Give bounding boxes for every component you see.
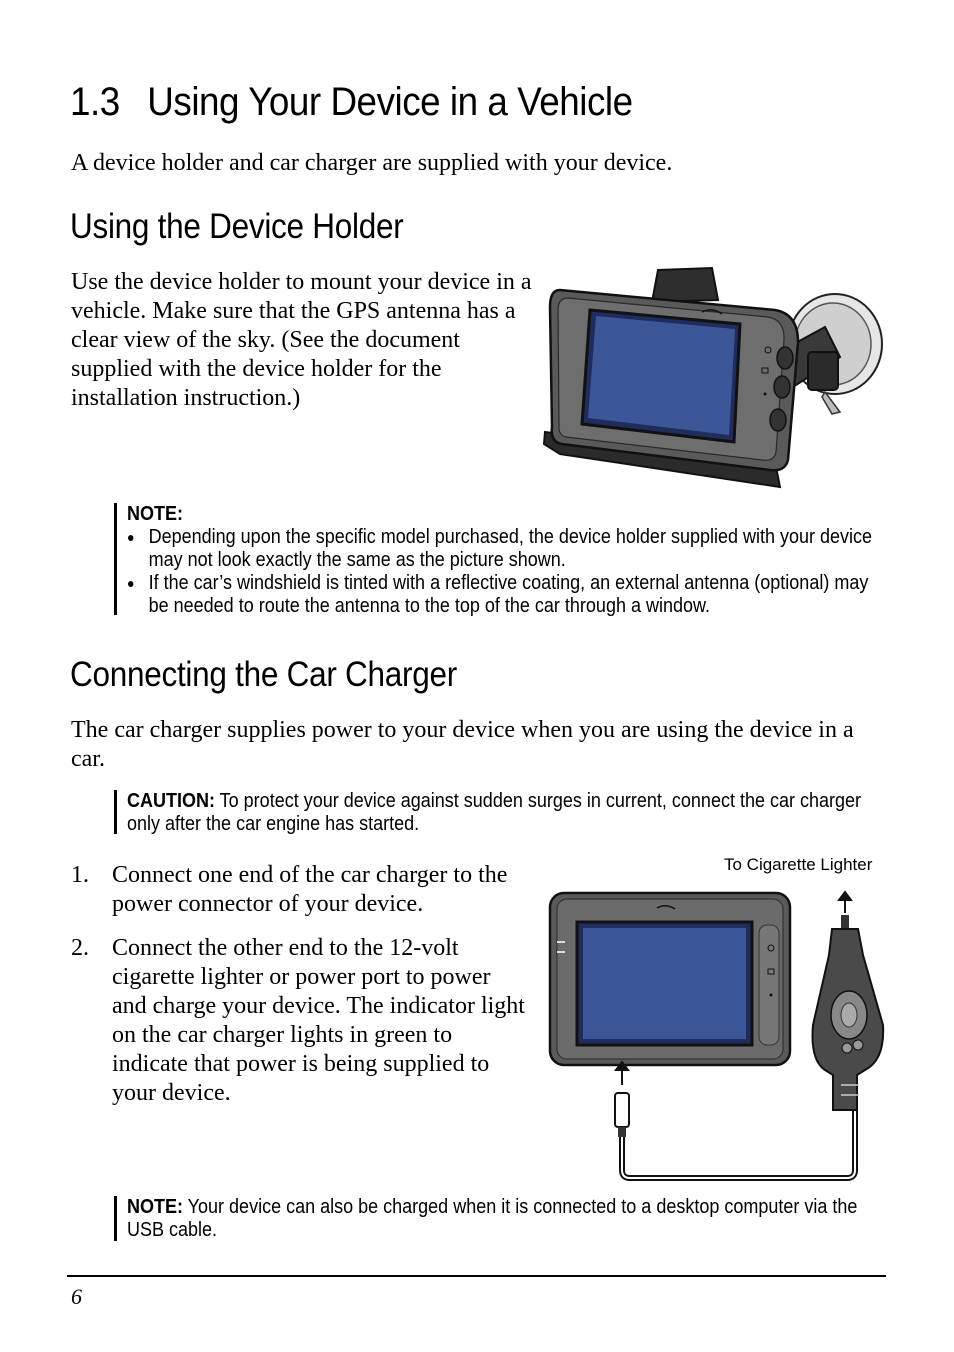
- note-box-usb: [114, 1196, 887, 1241]
- intro-paragraph: A device holder and car charger are supplied with your device.: [71, 150, 673, 176]
- footer-divider: [67, 1275, 886, 1277]
- step-number: 2.: [71, 935, 89, 961]
- bullet-icon: ●: [127, 575, 135, 591]
- charger-heading: Connecting the Car Charger: [70, 655, 457, 694]
- section-title: [70, 80, 633, 125]
- note-label: NOTE:: [127, 1196, 183, 1218]
- list-item: [71, 934, 531, 1108]
- caution-box: [114, 790, 887, 834]
- caution-content: [127, 790, 892, 836]
- section-title-text: Using Your Device in a Vehicle: [147, 80, 633, 124]
- note-box: [114, 503, 887, 615]
- holder-paragraph: Use the device holder to mount your device in a vehicle. Make sure that the GPS antenna has a clear view of the sky. (See the document supplied with the device holder for the installation instruction.): [71, 269, 532, 411]
- note-bullet-text: Depending upon the specific model purchased, the device holder supplied with your device may not look exactly the same as the picture shown.: [148, 526, 873, 571]
- note-bullet: [127, 526, 892, 572]
- device-holder-illustration: [540, 262, 890, 492]
- list-item: [71, 861, 531, 919]
- note-label: NOTE:: [127, 503, 183, 525]
- step-number: 1.: [71, 862, 89, 888]
- charger-paragraph: The car charger supplies power to your device when you are using the device in a car.: [71, 717, 854, 772]
- section-number: 1.3: [70, 80, 120, 124]
- step-text: Connect the other end to the 12-volt cigarette lighter or power port to power and charge your device. The indicator light on the car charger lights in green to indicate that power is being supplied to your device.: [112, 935, 525, 1106]
- car-charger-illustration: [545, 885, 890, 1185]
- caution-text: To protect your device against sudden surges in current, connect the car charger only after the car engine has started.: [127, 790, 862, 835]
- figure-label: To Cigarette Lighter: [724, 855, 873, 874]
- note-bullet-text: If the car’s windshield is tinted with a reflective coating, an external antenna (optional) may be needed to route the antenna to the top of the car through a window.: [148, 572, 869, 617]
- steps-list: [71, 861, 531, 1123]
- note-usb-content: [127, 1196, 892, 1242]
- holder-heading: Using the Device Holder: [70, 207, 404, 246]
- caution-label: CAUTION:: [127, 790, 215, 812]
- bullet-icon: ●: [127, 529, 135, 545]
- note-usb-text: Your device can also be charged when it is connected to a desktop computer via the USB cable.: [127, 1196, 858, 1241]
- note-bullet: [127, 572, 892, 618]
- page-number: 6: [71, 1284, 82, 1309]
- note-content: [127, 503, 892, 618]
- step-text: Connect one end of the car charger to the power connector of your device.: [112, 862, 508, 917]
